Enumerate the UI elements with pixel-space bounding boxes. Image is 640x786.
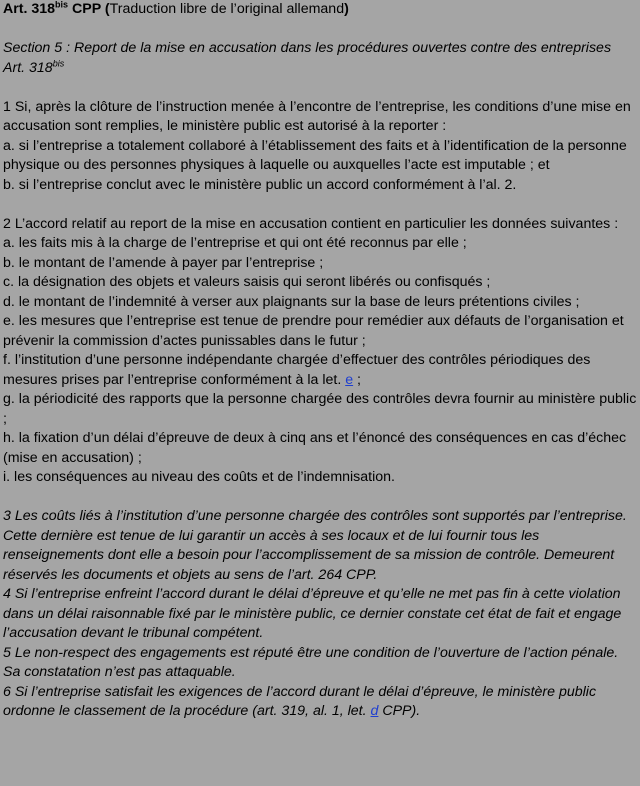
para2-item-h: h. la fixation d’un délai d’épreuve de deux à cinq ans et l’énoncé des conséquences en cas d’échec (mise en accusation) ; bbox=[3, 430, 627, 466]
section-article bbox=[3, 59, 637, 79]
section-article-number: Art. 318 bbox=[3, 59, 53, 76]
para2-item-a: a. les faits mis à la charge de l’entreprise et qui ont été reconnus par elle ; bbox=[3, 235, 467, 251]
spacer bbox=[3, 488, 637, 508]
para2-intro: 2 L’accord relatif au report de la mise en accusation contient en particulier les données suivantes : bbox=[3, 215, 619, 232]
spacer bbox=[3, 20, 637, 40]
let-d-link[interactable]: d bbox=[370, 703, 379, 719]
paren-open: ( bbox=[104, 1, 110, 17]
para2-item-e: e. les mesures que l’entreprise est tenue de prendre pour remédier aux défauts de l’organisation et prévenir la commission d’actes punissables dans le futur ; bbox=[3, 313, 624, 349]
spacer bbox=[3, 195, 637, 215]
para2-item-f bbox=[3, 351, 637, 390]
article-superscript: bis bbox=[55, 0, 69, 10]
para2-item-b: b. le montant de l’amende à payer par l’entreprise ; bbox=[3, 254, 324, 271]
para3: 3 Les coûts liés à l’institution d’une personne chargée des contrôles sont supportés par l’entreprise. Cette dernière est tenue de lui garantir un accès à ses locaux et de lui fournir tous les renseignements dont elle a besoin pour l’accomplissement de sa mission de contrôle. Demeurent réservés les documents et objets au sens de l’art. 264 CPP. bbox=[3, 508, 627, 583]
paren-close: ) bbox=[344, 1, 349, 17]
code-label: CPP bbox=[68, 1, 105, 17]
para5: 5 Le non-respect des engagements est réputé être une condition de l’ouverture de l’action pénale. Sa constatation n’est pas attaquable. bbox=[3, 644, 619, 680]
section-article-superscript: bis bbox=[52, 57, 65, 68]
spacer bbox=[3, 78, 637, 98]
section-title: Section 5 : Report de la mise en accusation dans les procédures ouvertes contre des entreprises bbox=[3, 40, 612, 56]
translation-note: Traduction libre de l’original allemand bbox=[109, 1, 345, 17]
para2-item-c: c. la désignation des objets et valeurs saisis qui seront libérés ou confisqués ; bbox=[3, 274, 491, 290]
para4: 4 Si l’entreprise enfreint l’accord durant le délai d’épreuve et qu’elle ne met pas fin à cette violation dans un délai raisonnable fixé par le ministère public, ce dernier constate cet état de fait et engage l’accusation devant le tribunal compétent. bbox=[3, 586, 622, 641]
para2-item-i: i. les conséquences au niveau des coûts et de l’indemnisation. bbox=[3, 469, 395, 485]
article-number: Art. 318 bbox=[3, 1, 56, 17]
para6-end: CPP). bbox=[378, 703, 421, 719]
para1-intro: 1 Si, après la clôture de l’instruction menée à l’encontre de l’entreprise, les conditions d’une mise en accusation sont remplies, le ministère public est autorisé à la reporter : bbox=[3, 98, 631, 134]
para2-item-f-end: ; bbox=[353, 371, 361, 388]
para1-item-b: b. si l’entreprise conclut avec le ministère public un accord conformément à l’al. 2. bbox=[3, 176, 517, 193]
para2-item-f-text: f. l’institution d’une personne indépendante chargée d’effectuer des contrôles périodiques des mesures prises par l’entreprise conformément à la let. bbox=[3, 352, 591, 388]
para6-text: 6 Si l’entreprise satisfait les exigences de l’accord durant le délai d’épreuve, le ministère public ordonne le classement de la procédure (art. 319, al. 1, let. bbox=[3, 683, 597, 719]
para1-item-a: a. si l’entreprise a totalement collaboré à l’établissement des faits et à l’identification de la personne physique ou des personnes physiques à laquelle ou auxquelles l’acte est imputable ; et bbox=[3, 137, 627, 173]
para2-item-g: g. la périodicité des rapports que la personne chargée des contrôles devra fournir au ministère public ; bbox=[3, 391, 637, 427]
para6 bbox=[3, 683, 637, 722]
para2-item-d: d. le montant de l’indemnité à verser aux plaignants sur la base de leurs prétentions civiles ; bbox=[3, 293, 580, 310]
let-e-link[interactable]: e bbox=[345, 371, 354, 388]
document-header bbox=[3, 0, 637, 20]
